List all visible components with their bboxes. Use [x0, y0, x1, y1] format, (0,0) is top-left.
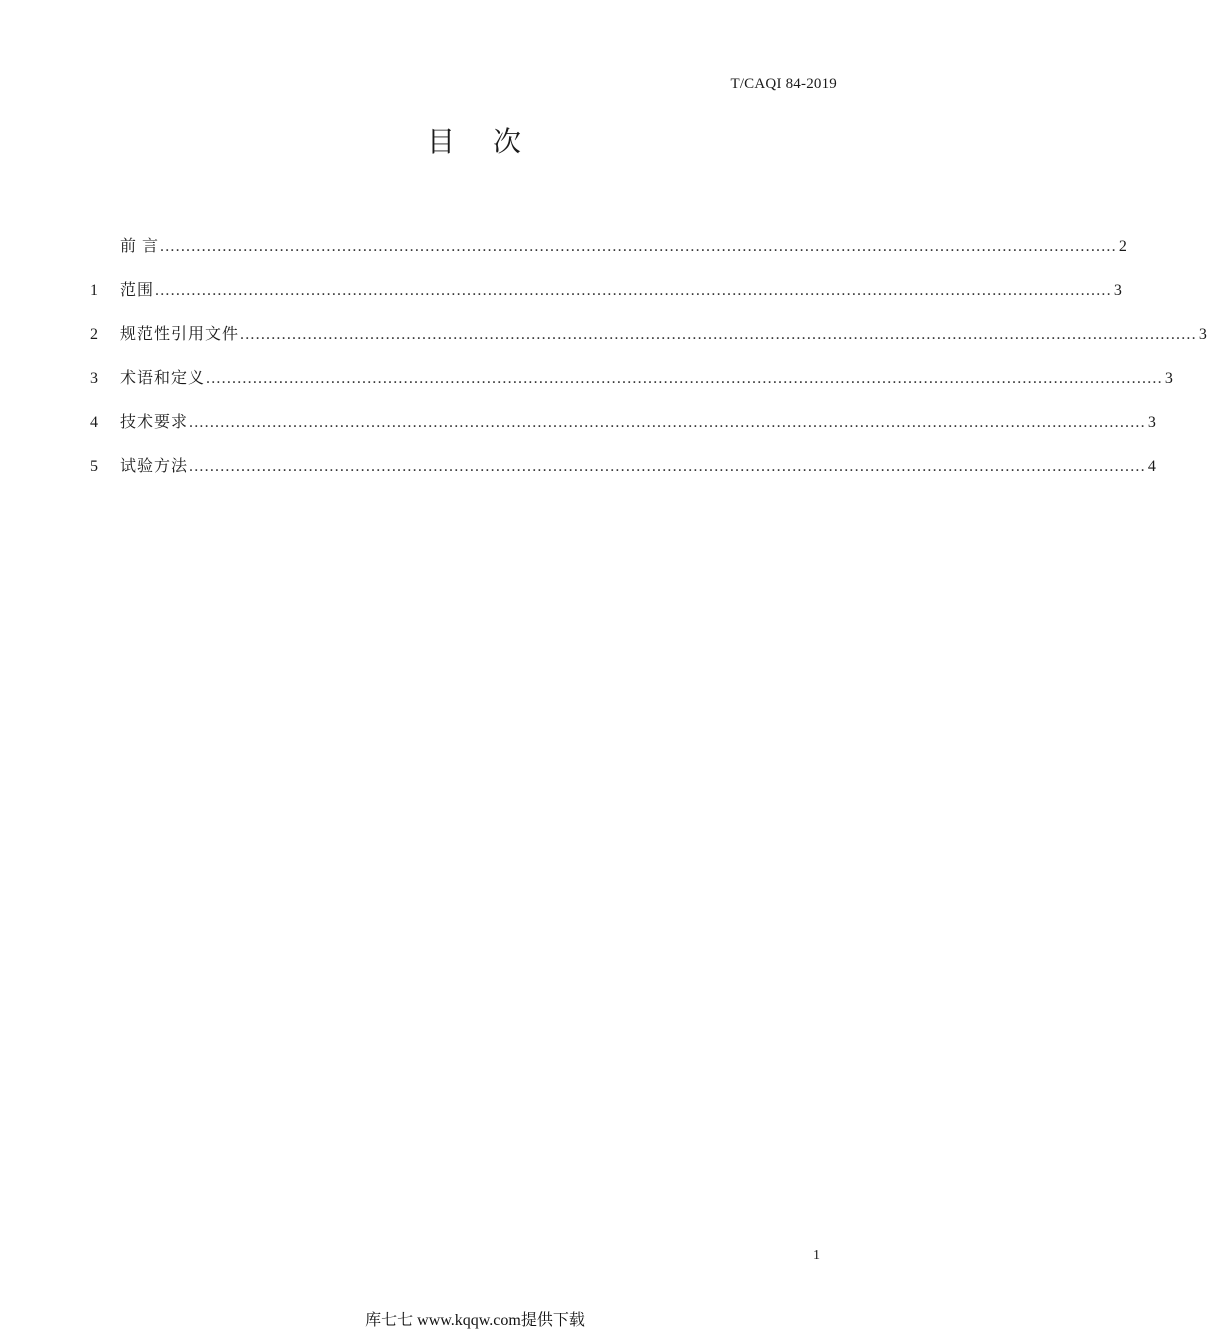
toc-dot-leader: ........................................................................................................................................................................................	[155, 282, 1112, 299]
toc-title-char: 次	[493, 125, 524, 158]
toc-dot-leader: ........................................................................................................................................................................................	[189, 414, 1146, 431]
footer-watermark: 库七七 www.kqqw.com提供下载	[365, 1312, 585, 1329]
toc-title-char: 目	[426, 125, 457, 158]
toc-entry-label: 术语和定义	[120, 370, 206, 387]
toc-entry-label: 技术要求	[120, 414, 189, 431]
toc-entry-technical-requirements[interactable]	[90, 409, 1156, 453]
toc-dot-leader: ........................................................................................................................................................................................	[206, 370, 1163, 387]
toc-entry-foreword[interactable]	[90, 233, 1127, 277]
toc-entry-page: 4	[1147, 458, 1156, 475]
table-of-contents	[90, 233, 1207, 497]
document-code: T/CAQI 84-2019	[730, 76, 837, 92]
toc-entry-page: 3	[1147, 414, 1156, 431]
toc-entry-label: 前 言	[120, 238, 160, 255]
toc-entry-test-methods[interactable]	[90, 453, 1156, 497]
toc-entry-number: 4	[90, 414, 98, 431]
toc-entry-number: 5	[90, 458, 98, 475]
toc-entry-label: 规范性引用文件	[120, 326, 240, 343]
toc-entry-page: 2	[1118, 238, 1127, 255]
page-number: 1	[813, 1248, 820, 1263]
toc-entry-label: 范围	[120, 282, 155, 299]
toc-dot-leader: ........................................................................................................................................................................................	[189, 458, 1146, 475]
toc-entry-normative-references[interactable]	[90, 321, 1207, 365]
toc-entry-page: 3	[1113, 282, 1122, 299]
toc-entry-page: 3	[1164, 370, 1173, 387]
toc-title	[0, 120, 950, 160]
toc-entry-terms-definitions[interactable]	[90, 365, 1173, 409]
toc-entry-label: 试验方法	[120, 458, 189, 475]
toc-entry-page: 3	[1198, 326, 1207, 343]
toc-dot-leader: ........................................................................................................................................................................................	[160, 238, 1117, 255]
toc-entry-number: 3	[90, 370, 98, 387]
toc-entry-number: 1	[90, 282, 98, 299]
toc-entry-number: 2	[90, 326, 98, 343]
toc-entry-scope[interactable]	[90, 277, 1122, 321]
toc-dot-leader: ........................................................................................................................................................................................	[240, 326, 1197, 343]
